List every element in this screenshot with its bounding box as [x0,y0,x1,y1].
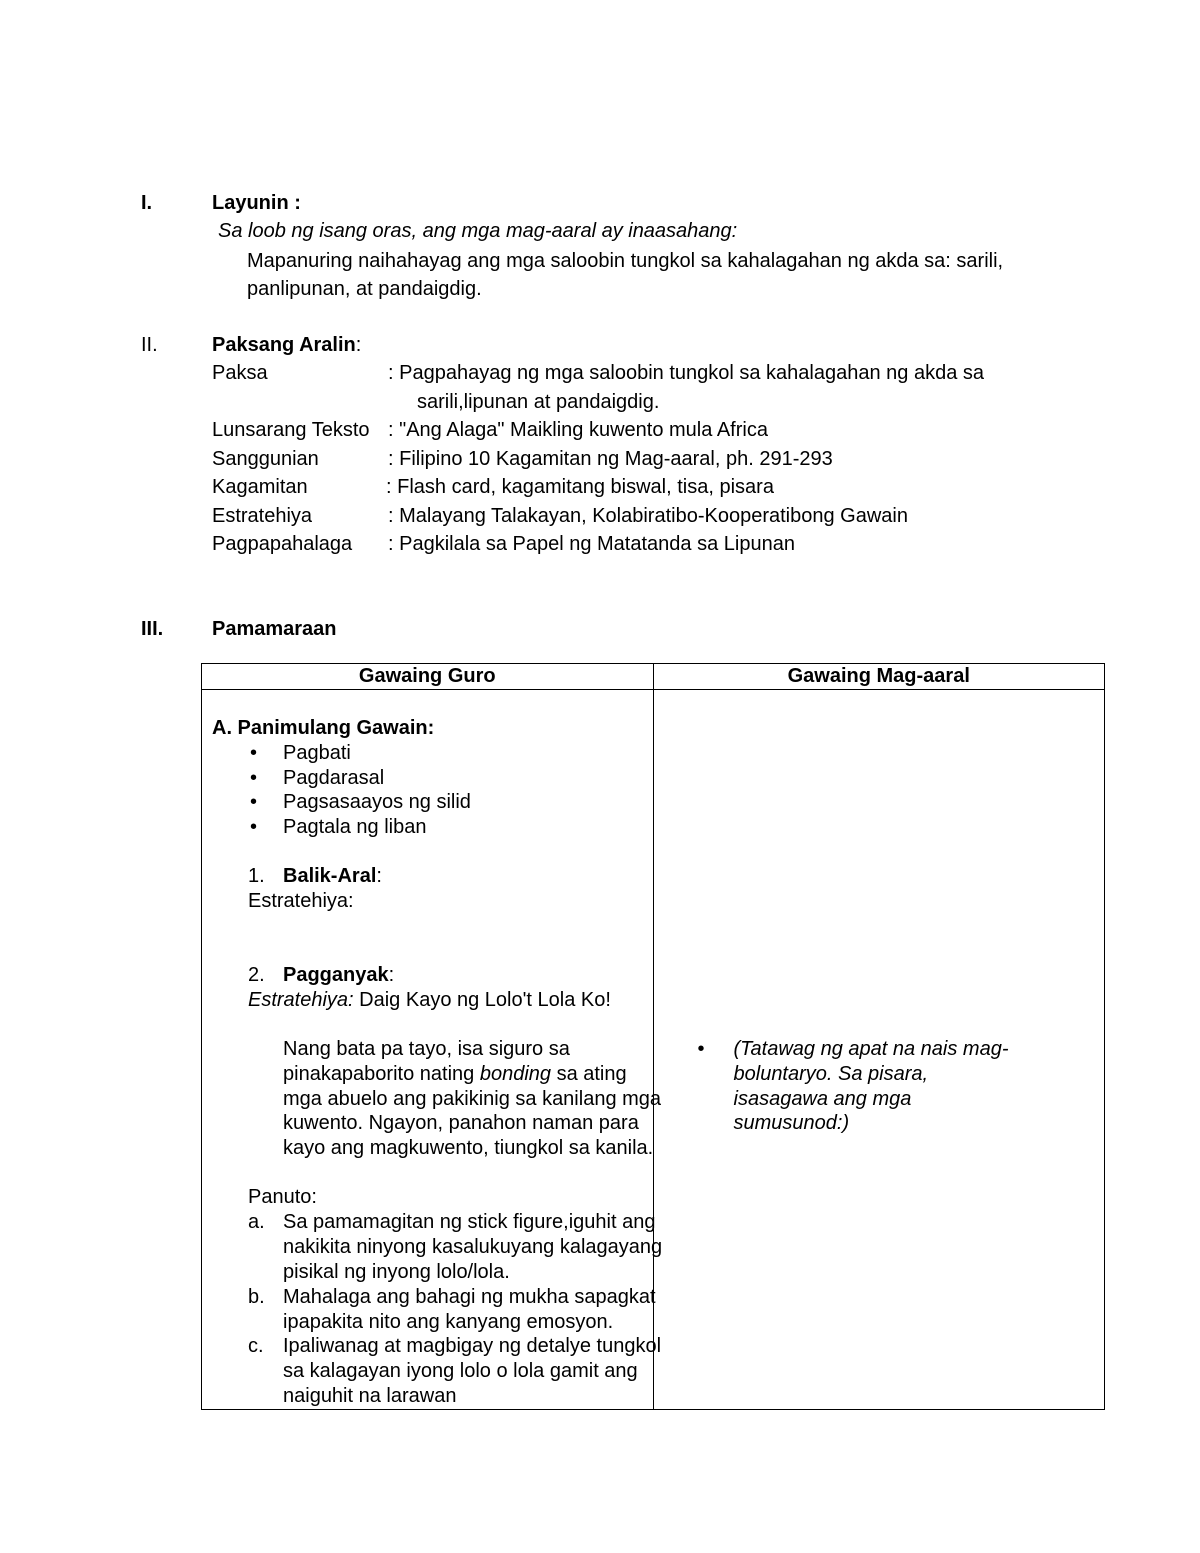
row-value: : Filipino 10 Kagamitan ng Mag-aaral, ph. 291-293 [388,448,833,470]
bullet-icon: • [250,742,258,764]
panuto-mark: c. [248,1335,264,1357]
paragraph-text: pinakapaborito nating [283,1063,480,1085]
balik-aral-number: 1. [248,865,265,887]
panuto-line: naiguhit na larawan [283,1385,457,1407]
paragraph-text: sa ating [551,1063,627,1085]
panuto-line: nakikita ninyong kasalukuyang kalagayang [283,1236,663,1258]
estratehiya-label: Estratehiya: [248,989,354,1011]
panuto-line: pisikal ng inyong lolo/lola. [283,1261,510,1283]
list-item: Pagbati [283,742,351,764]
row-label: Estratehiya [212,505,313,527]
row-value: : Malayang Talakayan, Kolabiratibo-Kooperatibong Gawain [388,505,908,527]
list-item: Pagdarasal [283,767,385,789]
section-heading-pamamaraan: Pamamaraan [212,618,337,640]
row-value-continued: sarili,lipunan at pandaigdig. [417,391,660,413]
row-label: Pagpapahalaga [212,533,353,555]
balik-aral-estratehiya: Estratehiya: [248,890,354,912]
aaral-note-line: sumusunod:) [733,1112,850,1134]
paksang-aralin-colon: : [355,334,362,356]
panimulang-gawain-heading: A. Panimulang Gawain: [212,717,435,739]
row-label: Paksa [212,362,268,384]
paragraph-line: mga abuelo ang pakikinig sa kanilang mga [283,1088,662,1110]
bullet-icon: • [697,1038,705,1060]
row-value: : Flash card, kagamitang biswal, tisa, pisara [386,476,774,498]
paragraph-line [283,1062,627,1087]
pagganyak-title: Pagganyak [283,964,389,986]
section-number: III. [141,618,164,640]
panuto-mark: b. [248,1286,265,1308]
panuto-line: Sa pamamagitan ng stick figure,iguhit ang [283,1211,656,1233]
gawaing-guro-cell [202,690,663,1410]
aaral-note-line: (Tatawag ng apat na nais mag- [733,1038,1009,1060]
aaral-note-line: isasagawa ang mga [733,1088,912,1110]
balik-aral-heading [283,864,382,889]
section-number: II. [141,334,158,356]
paragraph-line: kayo ang magkuwento, tiungkol sa kanila. [283,1137,654,1159]
paragraph-line: Nang bata pa tayo, isa siguro sa [283,1038,570,1060]
row-value: : "Ang Alaga" Maikling kuwento mula Africa [388,419,768,441]
bullet-icon: • [250,767,258,789]
list-item: Pagtala ng liban [283,816,427,838]
layunin-objective-line-2: panlipunan, at pandaigdig. [247,278,482,300]
bullet-icon: • [250,816,258,838]
section-heading-layunin: Layunin : [212,192,301,214]
panuto-line: sa kalagayan iyong lolo o lola gamit ang [283,1360,638,1382]
layunin-intro: Sa loob ng isang oras, ang mga mag-aaral ay inaasahang: [218,220,738,242]
lesson-table [201,663,1105,1410]
row-label: Kagamitan [212,476,308,498]
estratehiya-value: Daig Kayo ng Lolo't Lola Ko! [353,989,611,1011]
row-label: Sanggunian [212,448,319,470]
row-label: Lunsarang Teksto [212,419,370,441]
balik-aral-title: Balik-Aral [283,865,377,887]
bullet-icon: • [250,791,258,813]
pagganyak-colon: : [388,964,395,986]
paragraph-line: kuwento. Ngayon, panahon naman para [283,1112,639,1134]
section-heading-paksang-aralin [212,331,361,359]
section-number: I. [141,192,153,214]
panuto-label: Panuto: [248,1186,317,1208]
col-header-gawaing-mag-aaral: Gawaing Mag-aaral [653,664,1105,690]
panuto-line: Ipaliwanag at magbigay ng detalye tungkol [283,1335,662,1357]
table-row [202,690,1105,1410]
pagganyak-number: 2. [248,964,265,986]
panuto-line: Mahalaga ang bahagi ng mukha sapagkat [283,1286,656,1308]
paragraph-emphasis: bonding [479,1063,552,1085]
gawaing-mag-aaral-cell [653,690,1105,1410]
row-value: : Pagkilala sa Papel ng Matatanda sa Lipunan [388,533,795,555]
pagganyak-estratehiya [248,988,611,1013]
list-item: Pagsasaayos ng silid [283,791,471,813]
balik-aral-colon: : [376,865,382,887]
panuto-mark: a. [248,1211,265,1233]
aaral-note-line: boluntaryo. Sa pisara, [733,1063,929,1085]
table-header-row [202,664,1105,690]
row-value: : Pagpahayag ng mga saloobin tungkol sa kahalagahan ng akda sa [388,362,985,384]
pagganyak-heading [283,963,394,988]
paksang-aralin-title: Paksang Aralin [212,334,356,356]
layunin-objective-line-1: Mapanuring naihahayag ang mga saloobin tungkol sa kahalagahan ng akda sa: sarili, [247,250,1004,272]
panuto-line: ipapakita nito ang kanyang emosyon. [283,1311,614,1333]
col-header-gawaing-guro: Gawaing Guro [202,664,654,690]
